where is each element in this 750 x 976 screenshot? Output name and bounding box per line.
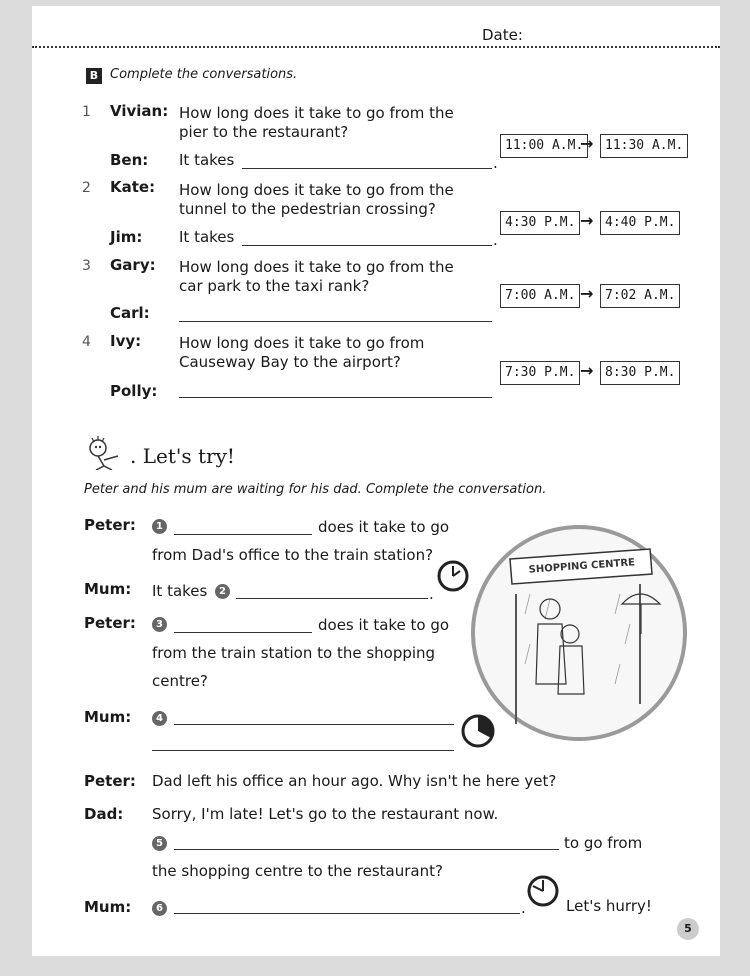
start-time-display: 7:00 A.M. [500, 284, 580, 308]
question-line: How long does it take to go from the [179, 258, 454, 276]
line-text: It takes [152, 582, 208, 600]
blank-6[interactable] [174, 913, 520, 914]
speaker-name: Ben: [110, 151, 149, 169]
arrow-right-icon: → [580, 284, 594, 303]
question-line: car park to the taxi rank? [179, 277, 370, 295]
number-marker-2: 2 [215, 581, 230, 600]
arrow-right-icon: → [580, 211, 594, 230]
answer-blank[interactable] [242, 245, 492, 246]
blank-2[interactable] [236, 598, 428, 599]
speaker-name: Carl: [110, 304, 150, 322]
speaker-name: Peter: [84, 516, 136, 534]
end-time-display: 4:40 P.M. [600, 211, 680, 235]
question-line: tunnel to the pedestrian crossing? [179, 200, 436, 218]
question-line: Causeway Bay to the airport? [179, 353, 401, 371]
line-text: to go from [564, 834, 643, 852]
start-time-display: 7:30 P.M. [500, 361, 580, 385]
answer-blank[interactable] [179, 397, 492, 398]
speaker-name: Mum: [84, 898, 132, 916]
lets-try-heading: . Let's try! [130, 444, 235, 468]
end-time-display: 8:30 P.M. [600, 361, 680, 385]
speaker-name: Ivy: [110, 332, 142, 350]
number-marker-3: 3 [152, 614, 167, 633]
arrow-right-icon: → [580, 134, 594, 153]
line-text: the shopping centre to the restaurant? [152, 862, 443, 880]
item-number: 2 [82, 180, 91, 196]
line-text: from the train station to the shopping [152, 644, 436, 662]
answer-suffix: . [493, 154, 498, 172]
shopping-centre-sign: SHOPPING CENTRE [528, 557, 636, 576]
speaker-name: Peter: [84, 614, 136, 632]
speaker-name: Mum: [84, 580, 132, 598]
end-time-display: 7:02 A.M. [600, 284, 680, 308]
number-marker-1: 1 [152, 516, 167, 535]
speaker-name: Peter: [84, 772, 136, 790]
question-line: How long does it take to go from [179, 334, 425, 352]
line-suffix: . [521, 899, 526, 917]
line-suffix: . [429, 585, 434, 603]
speaker-name: Jim: [110, 228, 143, 246]
question-line: How long does it take to go from the [179, 181, 454, 199]
line-text: Sorry, I'm late! Let's go to the restaurant now. [152, 805, 499, 823]
arrow-right-icon: → [580, 361, 594, 380]
start-time-display: 11:00 A.M. [500, 134, 588, 158]
lets-try-intro: Peter and his mum are waiting for his dad. Complete the conversation. [84, 482, 547, 497]
line-text: Let's hurry! [566, 897, 652, 915]
speaker-name: Dad: [84, 805, 124, 823]
clock-icon [436, 559, 470, 593]
answer-blank[interactable] [242, 168, 492, 169]
header-dotted-rule [32, 46, 720, 48]
question-line: How long does it take to go from the [179, 104, 454, 122]
item-number: 1 [82, 104, 91, 120]
line-text: does it take to go [318, 616, 450, 634]
blank-3[interactable] [174, 632, 312, 633]
line-text: from Dad's office to the train station? [152, 546, 434, 564]
end-time-display: 11:30 A.M. [600, 134, 688, 158]
item-number: 3 [82, 258, 91, 274]
date-label: Date: [482, 26, 523, 44]
shopping-centre-illustration [470, 524, 688, 742]
blank-4a[interactable] [174, 724, 454, 725]
line-text: centre? [152, 672, 208, 690]
answer-prefix: It takes [179, 228, 235, 246]
speaker-name: Mum: [84, 708, 132, 726]
answer-blank[interactable] [179, 321, 492, 322]
speaker-name: Vivian: [110, 102, 169, 120]
speaker-name: Polly: [110, 382, 158, 400]
line-text: does it take to go [318, 518, 450, 536]
number-marker-4: 4 [152, 708, 167, 727]
answer-prefix: It takes [179, 151, 235, 169]
worksheet-page [32, 6, 720, 956]
clock-icon [526, 874, 560, 908]
answer-suffix: . [493, 231, 498, 249]
number-marker-6: 6 [152, 898, 167, 917]
start-time-display: 4:30 P.M. [500, 211, 580, 235]
item-number: 4 [82, 334, 91, 350]
section-instruction: Complete the conversations. [110, 67, 298, 82]
page-number: 5 [677, 918, 699, 940]
boy-mascot-icon [84, 436, 128, 470]
blank-1[interactable] [174, 534, 312, 535]
speaker-name: Kate: [110, 178, 156, 196]
blank-4b[interactable] [152, 750, 454, 751]
section-badge: B [86, 68, 102, 84]
number-marker-5: 5 [152, 833, 167, 852]
blank-5[interactable] [174, 849, 559, 850]
line-text: Dad left his office an hour ago. Why isn't he here yet? [152, 772, 557, 790]
question-line: pier to the restaurant? [179, 123, 349, 141]
speaker-name: Gary: [110, 256, 156, 274]
